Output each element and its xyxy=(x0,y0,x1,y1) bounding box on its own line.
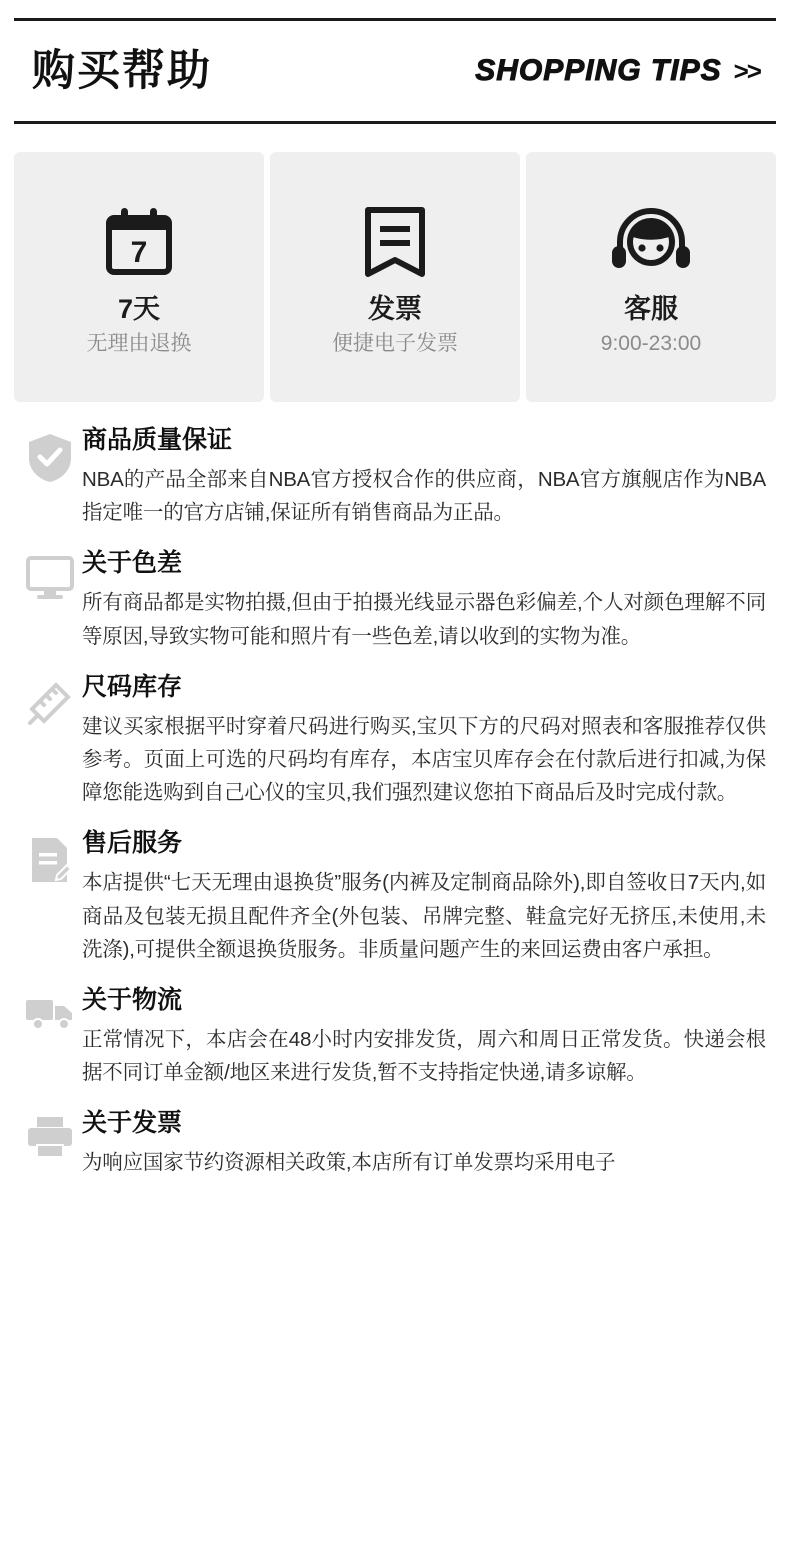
info-section-aftersale xyxy=(18,831,776,966)
info-section-body xyxy=(82,1111,776,1179)
info-section-title: 尺码库存 xyxy=(82,672,183,701)
info-section-color xyxy=(18,551,776,652)
document-pencil-icon xyxy=(18,831,82,885)
calendar-7-icon xyxy=(99,199,179,285)
page-title: 购买帮助 xyxy=(32,46,212,95)
info-section-invoice xyxy=(18,1111,776,1179)
double-chevron-right-icon: >> xyxy=(733,55,760,86)
info-section-body xyxy=(82,988,776,1089)
feature-card-list xyxy=(14,152,776,402)
feature-card-subtitle: 便捷电子发票 xyxy=(332,332,458,356)
monitor-icon xyxy=(18,551,82,601)
info-section-body xyxy=(82,831,776,966)
header-subtitle: SHOPPING TIPS xyxy=(475,54,722,87)
feature-card-support xyxy=(526,152,776,402)
feature-card-return xyxy=(14,152,264,402)
info-section-text: 所有商品都是实物拍摄,但由于拍摄光线显示器色彩偏差,个人对颜色理解不同等原因,导致实物可能和照片有一些色差,请以收到的实物为准。 xyxy=(82,591,766,648)
printer-icon xyxy=(18,1111,82,1159)
info-section-logistics xyxy=(18,988,776,1089)
page-header xyxy=(14,18,776,124)
feature-card-subtitle: 无理由退换 xyxy=(86,332,192,356)
info-section-quality xyxy=(18,428,776,529)
feature-card-title: 7天 xyxy=(117,293,161,324)
info-section-text: 本店提供“七天无理由退换货”服务(内裤及定制商品除外),即自签收日7天内,如商品及包装无损且配件齐全(外包装、吊牌完整、鞋盒完好无挤压,未使用,未洗涤),可提供全额退换货服务。非质量问题产生的来回运费由客户承担。 xyxy=(82,871,766,961)
info-section-size xyxy=(18,672,776,810)
info-section-text: NBA的产品全部来自NBA官方授权合作的供应商，NBA官方旗舰店作为NBA指定唯一的官方店铺,保证所有销售商品为正品。 xyxy=(82,468,766,525)
info-section-title: 关于物流 xyxy=(82,986,183,1015)
info-section-title: 商品质量保证 xyxy=(82,426,233,454)
headset-support-icon xyxy=(606,199,696,285)
info-section-text: 正常情况下，本店会在48小时内安排发货，周六和周日正常发货。快递会根据不同订单金额/地区来进行发货,暂不支持指定快递,请多谅解。 xyxy=(82,1028,766,1085)
svg-text:7: 7 xyxy=(130,235,148,269)
ruler-pencil-icon xyxy=(18,675,82,727)
feature-card-title: 客服 xyxy=(624,293,678,324)
info-section-list xyxy=(14,428,776,1180)
shopping-tips-page xyxy=(0,18,790,1564)
header-subtitle-group xyxy=(475,54,760,88)
info-section-body xyxy=(82,428,776,529)
info-section-body xyxy=(82,672,776,810)
invoice-icon xyxy=(356,199,434,285)
info-section-title: 售后服务 xyxy=(82,829,183,858)
truck-icon xyxy=(18,988,82,1032)
shield-check-icon xyxy=(18,428,82,484)
feature-card-subtitle: 9:00-23:00 xyxy=(600,332,702,356)
info-section-text: 建议买家根据平时穿着尺码进行购买,宝贝下方的尺码对照表和客服推荐仅供参考。页面上可选的尺码均有库存，本店宝贝库存会在付款后进行扣减,为保障您能选购到自己心仪的宝贝,我们强烈建议您拍下商品后及时完成付款。 xyxy=(82,714,766,805)
info-section-title: 关于发票 xyxy=(82,1109,183,1138)
info-section-title: 关于色差 xyxy=(82,549,183,578)
feature-card-invoice xyxy=(270,152,520,402)
info-section-body xyxy=(82,551,776,652)
feature-card-title: 发票 xyxy=(368,293,422,324)
info-section-text: 为响应国家节约资源相关政策,本店所有订单发票均采用电子 xyxy=(82,1151,616,1175)
